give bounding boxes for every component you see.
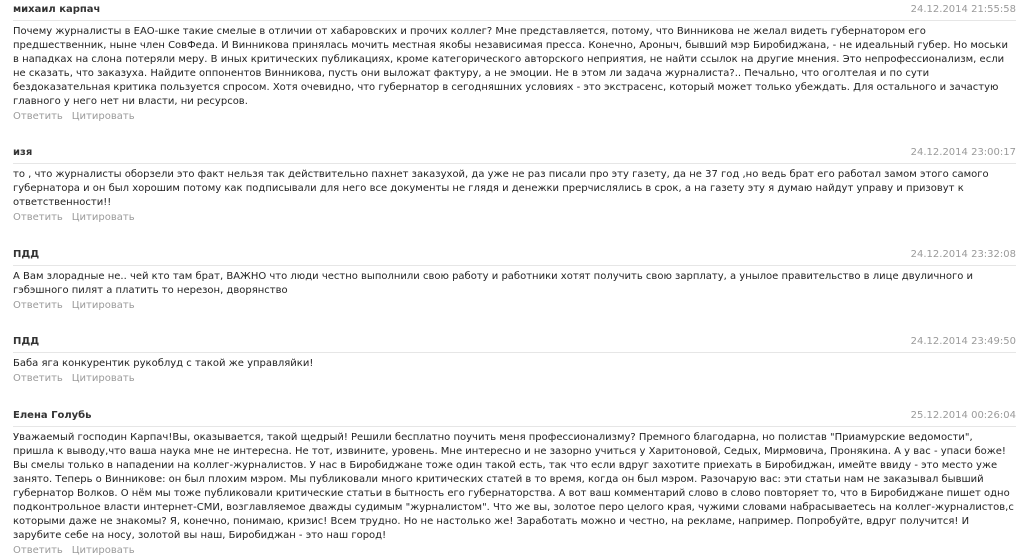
comment-text: А Вам злорадные не.. чей кто там брат, ВАЖНО что люди честно выполнили свою работу и работники хотят получить свою зарплату, а унылое правительство в лице двуличного и гэбэшного пилят а платить то нерезон, дворянство [13,271,974,296]
comment-1 [0,4,1024,122]
reply-link[interactable]: Ответить [13,111,63,122]
quote-link[interactable]: Цитировать [71,111,135,122]
comment-header [13,336,1016,353]
comment-author: ПДД [13,249,40,260]
quote-link[interactable]: Цитировать [71,545,135,556]
comment-date: 24.12.2014 23:00:17 [910,147,1016,158]
comment-actions [13,111,1024,122]
comment-text: Уважаемый господин Карпач!Вы, оказывается, такой щедрый! Решили бесплатно поучить меня профессионализму? Премного благодарна, но полистав "Приамурские ведомости", пришла к выводу,что ваша наука мне не интересна. Не тот, извините, уровень. Мне интересно и не зазорно учиться у Харитоновой, Седых, Мирмовича, Пронякина. А у вас - упаси боже! Вы смелы только в нападении на коллег-журналистов. У нас в Биробиджане тоже один такой есть, так что если вдруг захотите приехать в Биробиджан, имейте ввиду - это место уже занято. Теперь о Винникове: он был плохим мэром. Мы публиковали много критических статей в то время, когда он был мэром. Разочарую вас: эти статьи нам не заказывал бывший губернатор Волков. О нём мы тоже публиковали критические статьи в бытность его губернаторства. А вот ваш комментарий слово в слово повторяет то, что в Биробиджане пишет одно подконтрольное власти интернет-СМИ, возглавляемое дважды судимым "журналистом". Что же вы, золотое перо целого края, чужими словами набрасываетесь на коллег-журналистов,с которыми даже не знакомы? Я, конечно, понимаю, кризис! Всем трудно. Но не настолько же! Заработать можно и честно, на рекламе, например. Попробуйте, вдруг получится! И зарубите себе на носу, золотой вы наш, Биробиджан - это наш город! [13,432,1014,541]
reply-link[interactable]: Ответить [13,212,63,223]
comment-author: Елена Голубь [13,410,92,421]
comment-text: то , что журналисты оборзели это факт нельзя так действительно пахнет заказухой, да уже не раз писали про эту газету, да не 37 год ,но ведь брат его работал замом этого самого губернатора и он был хорошим потому как подписывали для него все документы не глядя и денежки прерчислялись в срок, а на газету эту я думаю найдут управу и призовут к ответственности!! [13,169,989,208]
comment-text: Почему журналисты в ЕАО-шке такие смелые в отличии от хабаровских и прочих коллег? Мне представляется, потому, что Винникова не желал видеть губернатором его предшественник, ныне член СовФеда. И Винникова принялась мочить местная якобы независимая пресса. Конечно, Ароныч, бывший мэр Биробиджана, - не идеальный губер. Но моськи в нападках на слона потеряли меру. В иных критических публикациях, кроме категорического авторского неприятия, не найти ссылок на другие мнения. Это непрофессионализм, если не сказать, что заказуха. Найдите оппонентов Винникова, пусть они выложат фактуру, а не эмоции. Не в этом ли задача журналиста?.. Печально, что оголтелая и по сути бездоказательная критика пользуется спросом. Хотя очевидно, что губернатор в сегодняшних условиях - это экстрасенс, который может только убеждать. Для остального и зачастую главного у него нет ни власти, ни ресурсов. [13,26,1008,107]
reply-link[interactable]: Ответить [13,300,63,311]
comment-author: михаил карпач [13,4,101,15]
comment-5 [0,410,1024,556]
reply-link[interactable]: Ответить [13,545,63,556]
comment-actions [13,373,1024,384]
comment-text: Баба яга конкурентик рукоблуд с такой же управляйки! [13,358,314,369]
comment-date: 24.12.2014 23:32:08 [910,249,1016,260]
quote-link[interactable]: Цитировать [71,300,135,311]
comment-date: 25.12.2014 00:26:04 [910,410,1016,421]
reply-link[interactable]: Ответить [13,373,63,384]
comment-date: 24.12.2014 21:55:58 [910,4,1016,15]
comment-header [13,410,1016,427]
comment-author: изя [13,147,33,158]
comment-2 [0,147,1024,223]
comment-actions [13,300,1024,311]
comment-4 [0,336,1024,384]
comment-date: 24.12.2014 23:49:50 [910,336,1016,347]
comment-header [13,4,1016,21]
quote-link[interactable]: Цитировать [71,212,135,223]
comment-actions [13,212,1024,223]
comment-header [13,147,1016,164]
comment-header [13,249,1016,266]
comment-actions [13,545,1024,556]
comment-author: ПДД [13,336,40,347]
comment-3 [0,249,1024,311]
quote-link[interactable]: Цитировать [71,373,135,384]
